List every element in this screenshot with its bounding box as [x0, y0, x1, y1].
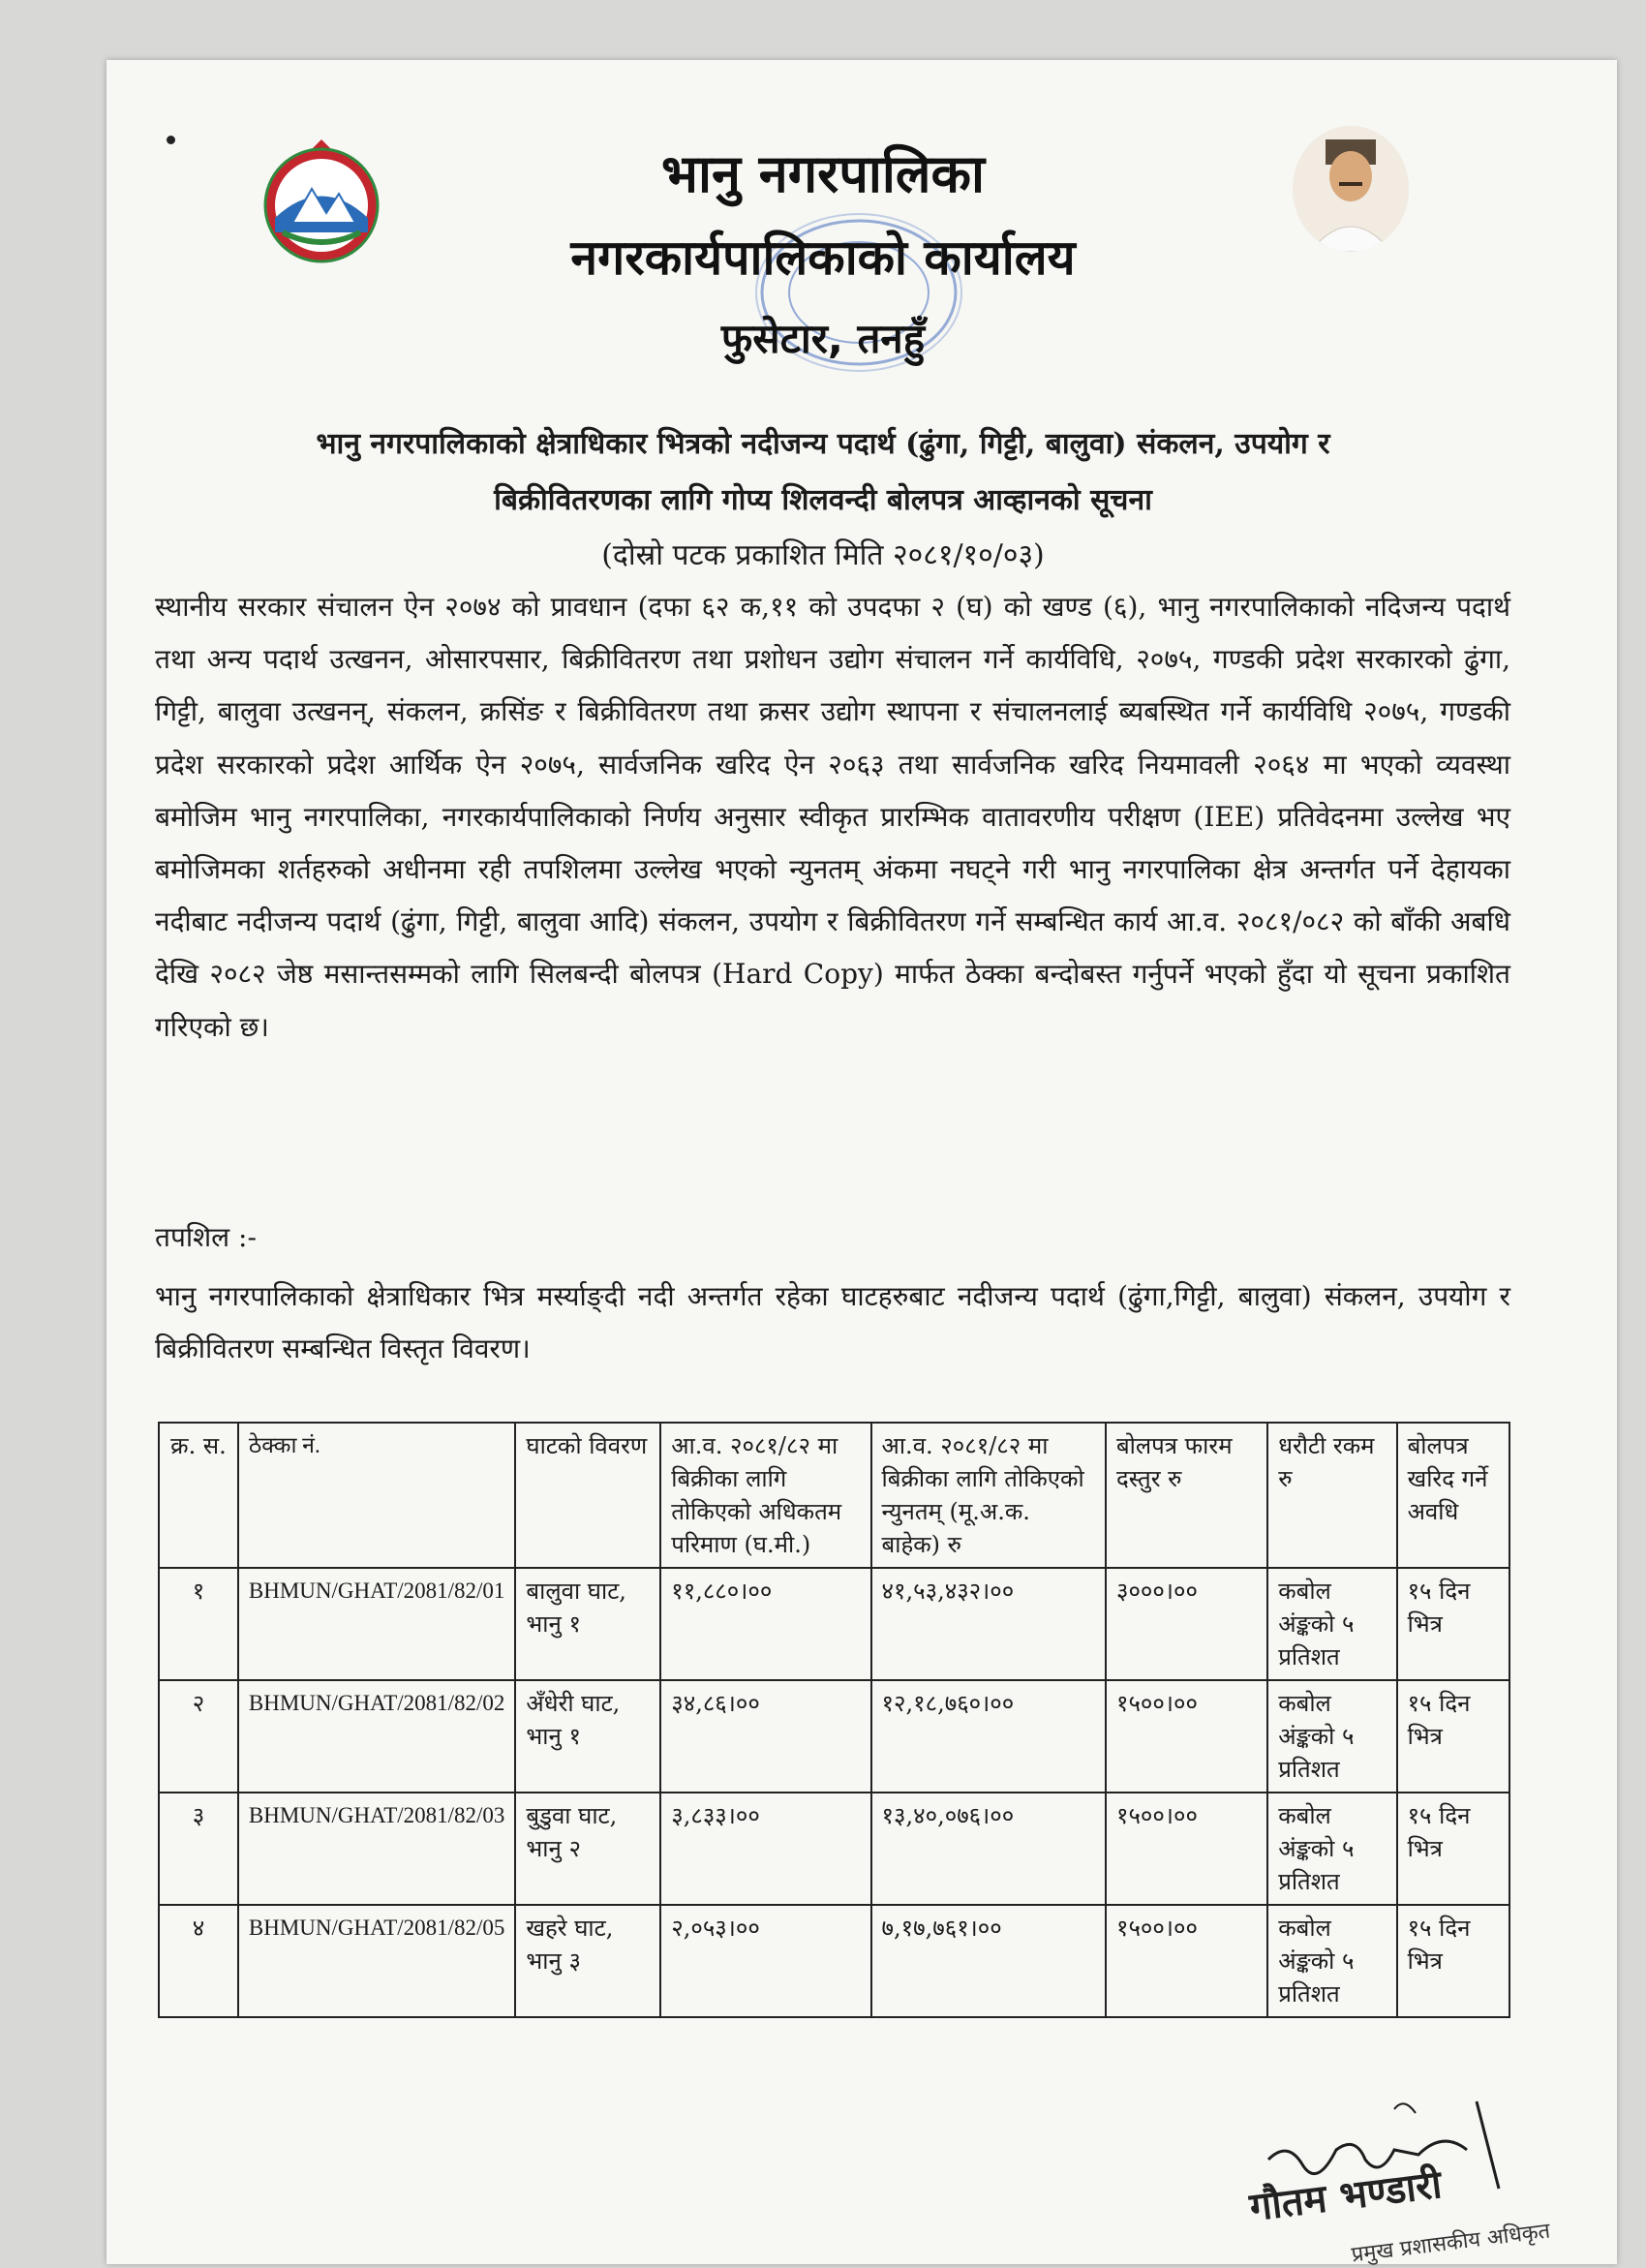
cell-sn: ४ [159, 1905, 238, 2017]
cell-max-quantity: ३,८३३।०० [660, 1793, 870, 1905]
cell-duration: १५ दिन भित्र [1397, 1680, 1509, 1793]
table-row [159, 1793, 1509, 1905]
cell-max-quantity: ११,८८०।०० [660, 1568, 870, 1680]
signatory-name: गौतम भण्डारी [1247, 2162, 1445, 2230]
table-row [159, 1905, 1509, 2017]
header-min-amount: आ.व. २०८१/८२ मा बिक्रीका लागि तोकिएको न्युनतम् (मू.अ.क. बाहेक) रु [871, 1423, 1106, 1568]
ghat-details-table [158, 1422, 1510, 2018]
cell-deposit: कबोल अंङ्कको ५ प्रतिशत [1267, 1793, 1396, 1905]
tapashil-text: भानु नगरपालिकाको क्षेत्राधिकार भित्र मर्स्याङ्दी नदी अन्तर्गत रहेका घाटहरुबाट नदीजन्य पदार्थ (ढुंगा,गिट्टी, बालुवा) संकलन, उपयोग र बिक्रीवितरण सम्बन्धित विस्तृत विवरण। [155, 1280, 1510, 1364]
table-row [159, 1568, 1509, 1680]
cell-thekka: BHMUN/GHAT/2081/82/05 [238, 1905, 516, 2017]
header-thekka: ठेक्का नं. [238, 1423, 516, 1568]
table-row [159, 1680, 1509, 1793]
office-name: नगरकार्यपालिकाको कार्यालय [570, 230, 1076, 286]
cell-deposit: कबोल अंङ्कको ५ प्रतिशत [1267, 1905, 1396, 2017]
municipality-name: भानु नगरपालिका [661, 143, 985, 204]
tapashil-label: तपशिल :- [155, 1221, 257, 1253]
notice-title-line2: बिक्रीवितरणका लागि गोप्य शिलवन्दी बोलपत्र आव्हानको सूचना [494, 483, 1152, 517]
cell-form-fee: १५००।०० [1106, 1905, 1267, 2017]
header-form-fee: बोलपत्र फारम दस्तुर रु [1106, 1423, 1267, 1568]
notice-body: स्थानीय सरकार संचालन ऐन २०७४ को प्रावधान (दफा ६२ क,११ को उपदफा २ (घ) को खण्ड (६), भानु नगरपालिकाको नदिजन्य पदार्थ तथा अन्य पदार्थ उत्खनन, ओसारपसार, बिक्रीवितरण तथा प्रशोधन उद्योग संचालन गर्ने कार्यविधि, २०७५, गण्डकी प्रदेश सरकारको ढुंगा, गिट्टी, बालुवा उत्खनन्, संकलन, क्रसिंङ र बिक्रीवितरण तथा क्रसर उद्योग स्थापना र संचालनलाई ब्यबस्थित गर्ने कार्यविधि २०७५, गण्डकी प्रदेश सरकारको प्रदेश आर्थिक ऐन २०७५, सार्वजनिक खरिद ऐन २०६३ तथा सार्वजनिक खरिद नियमावली २०६४ मा भएको व्यवस्था बमोजिम भानु नगरपालिका, नगरकार्यपालिकाको निर्णय अनुसार स्वीकृत प्रारम्भिक वातावरणीय परीक्षण (IEE) प्रतिवेदनमा उल्लेख भए बमोजिमका शर्तहरुको अधीनमा रही तपशिलमा उल्लेख भएको न्युनतम् अंकमा नघट्ने गरी भानु नगरपालिका क्षेत्र अन्तर्गत पर्ने देहायका नदीबाट नदीजन्य पदार्थ (ढुंगा, गिट्टी, बालुवा आदि) संकलन, उपयोग र बिक्रीवितरण गर्ने सम्बन्धित कार्य आ.व. २०८१/०८२ को बाँकी अबधि देखि २०८२ जेष्ठ मसान्तसम्मको लागि सिलबन्दी बोलपत्र (Hard Copy) मार्फत ठेक्का बन्दोबस्त गर्नुपर्ने भएको हुँदा यो सूचना प्रकाशित गरिएको छ। [155, 591, 1510, 1043]
cell-min-amount: ७,१७,७६१।०० [871, 1905, 1106, 2017]
header-duration: बोलपत्र खरिद गर्ने अवधि [1397, 1423, 1509, 1568]
cell-max-quantity: २,०५३।०० [660, 1905, 870, 2017]
table-header-row [159, 1423, 1509, 1568]
cell-min-amount: १२,१८,७६०।०० [871, 1680, 1106, 1793]
cell-sn: ३ [159, 1793, 238, 1905]
cell-ghat: खहरे घाट, भानु ३ [515, 1905, 660, 2017]
cell-ghat: बालुवा घाट, भानु १ [515, 1568, 660, 1680]
cell-form-fee: १५००।०० [1106, 1793, 1267, 1905]
signatory-title: प्रमुख प्रशासकीय अधिकृत [1350, 2219, 1552, 2268]
office-address: फुसेटार, तनहुँ [720, 315, 926, 362]
header-sn: क्र. स. [159, 1423, 238, 1568]
cell-form-fee: ३०००।०० [1106, 1568, 1267, 1680]
cell-deposit: कबोल अंङ्कको ५ प्रतिशत [1267, 1680, 1396, 1793]
notice-title-line1: भानु नगरपालिकाको क्षेत्राधिकार भित्रको नदीजन्य पदार्थ (ढुंगा, गिट्टी, बालुवा) संकलन, उपयोग र [316, 427, 1330, 461]
header-ghat: घाटको विवरण [515, 1423, 660, 1568]
cell-duration: १५ दिन भित्र [1397, 1568, 1509, 1680]
cell-duration: १५ दिन भित्र [1397, 1793, 1509, 1905]
cell-min-amount: १३,४०,०७६।०० [871, 1793, 1106, 1905]
cell-sn: १ [159, 1568, 238, 1680]
cell-form-fee: १५००।०० [1106, 1680, 1267, 1793]
cell-thekka: BHMUN/GHAT/2081/82/02 [238, 1680, 516, 1793]
cell-min-amount: ४१,५३,४३२।०० [871, 1568, 1106, 1680]
cell-sn: २ [159, 1680, 238, 1793]
cell-deposit: कबोल अंङ्कको ५ प्रतिशत [1267, 1568, 1396, 1680]
cell-ghat: अँधेरी घाट, भानु १ [515, 1680, 660, 1793]
header-deposit: धरौटी रकम रु [1267, 1423, 1396, 1568]
cell-max-quantity: ३४,८६।०० [660, 1680, 870, 1793]
cell-thekka: BHMUN/GHAT/2081/82/01 [238, 1568, 516, 1680]
cell-thekka: BHMUN/GHAT/2081/82/03 [238, 1793, 516, 1905]
header-max-quantity: आ.व. २०८१/८२ मा बिक्रीका लागि तोकिएको अधिकतम परिमाण (घ.मी.) [660, 1423, 870, 1568]
cell-duration: १५ दिन भित्र [1397, 1905, 1509, 2017]
notice-publish-date: (दोस्रो पटक प्रकाशित मिति २०८१/१०/०३) [601, 538, 1045, 572]
cell-ghat: बुडुवा घाट, भानु २ [515, 1793, 660, 1905]
